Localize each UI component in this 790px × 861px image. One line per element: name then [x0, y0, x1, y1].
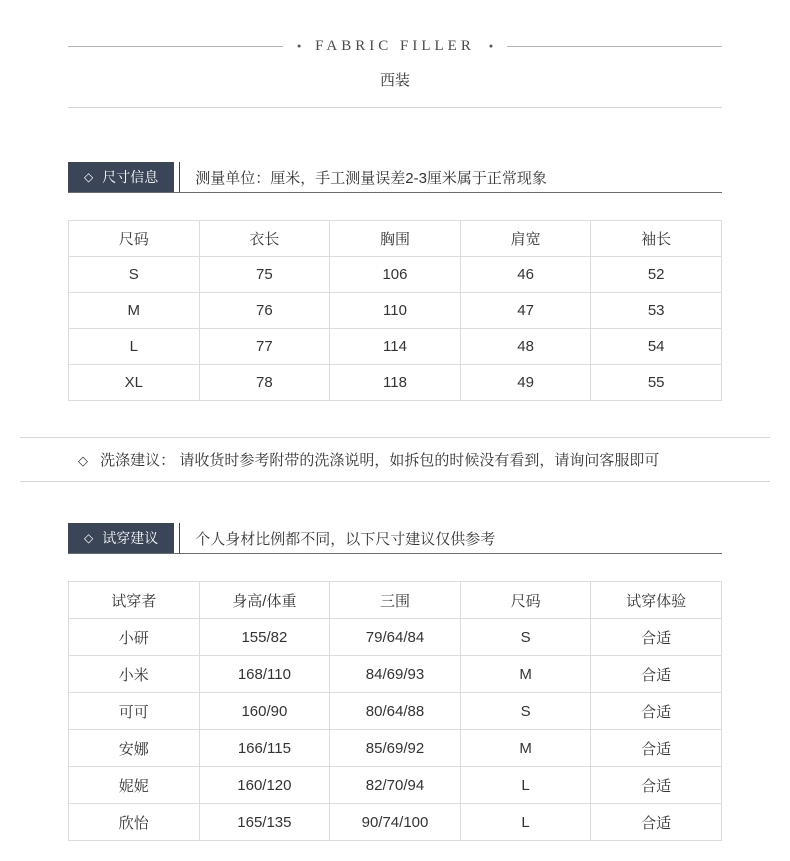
wash-advice-label: 洗涤建议： [100, 452, 176, 469]
table-row [69, 656, 722, 693]
table-cell: 82/70/94 [330, 767, 461, 804]
table-cell: L [69, 329, 200, 365]
fit-table [68, 581, 722, 841]
column-header: 试穿体验 [591, 582, 722, 619]
table-cell: 欣怡 [69, 804, 200, 841]
table-header-row [69, 582, 722, 619]
table-cell: L [460, 767, 591, 804]
table-cell: 合适 [591, 730, 722, 767]
table-cell: 47 [460, 293, 591, 329]
table-cell: 78 [199, 365, 330, 401]
size-table [68, 220, 722, 401]
table-cell: S [460, 693, 591, 730]
diamond-icon: ◇ [84, 531, 94, 545]
table-cell: 55 [591, 365, 722, 401]
column-header: 袖长 [591, 221, 722, 257]
table-cell: XL [69, 365, 200, 401]
fit-badge [68, 523, 174, 553]
size-info-badge [68, 162, 174, 192]
table-row [69, 693, 722, 730]
table-cell: 52 [591, 257, 722, 293]
size-info-badge-label: 尺寸信息 [102, 169, 159, 185]
table-cell: L [460, 804, 591, 841]
right-rule [507, 46, 722, 47]
table-cell: 160/90 [199, 693, 330, 730]
right-dot-icon: ● [488, 43, 494, 50]
table-cell: 80/64/88 [330, 693, 461, 730]
table-cell: 77 [199, 329, 330, 365]
column-header: 衣长 [199, 221, 330, 257]
table-cell: 84/69/93 [330, 656, 461, 693]
fit-badge-label: 试穿建议 [102, 530, 159, 546]
product-category-title: 西装 [379, 72, 410, 89]
wash-advice-band [20, 437, 770, 482]
left-rule [68, 46, 283, 47]
table-cell: 114 [330, 329, 461, 365]
table-cell: M [460, 730, 591, 767]
table-cell: 85/69/92 [330, 730, 461, 767]
table-cell: 90/74/100 [330, 804, 461, 841]
fit-section-header [68, 523, 722, 554]
table-cell: 合适 [591, 619, 722, 656]
brand-title: FABRIC FILLER [315, 38, 475, 54]
column-header: 尺码 [69, 221, 200, 257]
table-cell: 合适 [591, 693, 722, 730]
table-cell: 160/120 [199, 767, 330, 804]
column-header: 尺码 [460, 582, 591, 619]
column-header: 身高/体重 [199, 582, 330, 619]
table-row [69, 329, 722, 365]
table-cell: 75 [199, 257, 330, 293]
table-cell: 53 [591, 293, 722, 329]
table-cell: 166/115 [199, 730, 330, 767]
table-row [69, 257, 722, 293]
diamond-icon: ◇ [78, 453, 88, 468]
table-cell: S [69, 257, 200, 293]
table-cell: 合适 [591, 804, 722, 841]
table-cell: 165/135 [199, 804, 330, 841]
table-cell: 155/82 [199, 619, 330, 656]
table-header-row [69, 221, 722, 257]
table-cell: 110 [330, 293, 461, 329]
wash-advice-line [20, 449, 770, 470]
brand-header [68, 38, 722, 55]
table-row [69, 293, 722, 329]
diamond-icon: ◇ [84, 170, 94, 184]
table-cell: 妮妮 [69, 767, 200, 804]
table-cell: 46 [460, 257, 591, 293]
table-row [69, 619, 722, 656]
table-row [69, 767, 722, 804]
measure-unit-note: 测量单位：厘米，手工测量误差2-3厘米属于正常现象 [195, 169, 547, 187]
table-cell: 106 [330, 257, 461, 293]
table-cell: 118 [330, 365, 461, 401]
header-divider [68, 107, 722, 108]
table-cell: 168/110 [199, 656, 330, 693]
table-row [69, 365, 722, 401]
table-cell: M [69, 293, 200, 329]
table-cell: 76 [199, 293, 330, 329]
table-row [69, 730, 722, 767]
table-cell: M [460, 656, 591, 693]
table-cell: 小研 [69, 619, 200, 656]
wash-advice-text: 请收货时参考附带的洗涤说明，如拆包的时候没有看到，请询问客服即可 [179, 452, 660, 469]
size-info-section-header [68, 162, 722, 193]
table-cell: 79/64/84 [330, 619, 461, 656]
table-cell: 安娜 [69, 730, 200, 767]
column-header: 三围 [330, 582, 461, 619]
table-cell: S [460, 619, 591, 656]
table-cell: 49 [460, 365, 591, 401]
fit-note: 个人身材比例都不同，以下尺寸建议仅供参考 [195, 530, 496, 548]
table-cell: 合适 [591, 767, 722, 804]
column-header: 胸围 [330, 221, 461, 257]
table-cell: 可可 [69, 693, 200, 730]
table-cell: 合适 [591, 656, 722, 693]
table-row [69, 804, 722, 841]
table-cell: 48 [460, 329, 591, 365]
table-cell: 54 [591, 329, 722, 365]
column-header: 试穿者 [69, 582, 200, 619]
left-dot-icon: ● [296, 43, 302, 50]
table-cell: 小米 [69, 656, 200, 693]
column-header: 肩宽 [460, 221, 591, 257]
